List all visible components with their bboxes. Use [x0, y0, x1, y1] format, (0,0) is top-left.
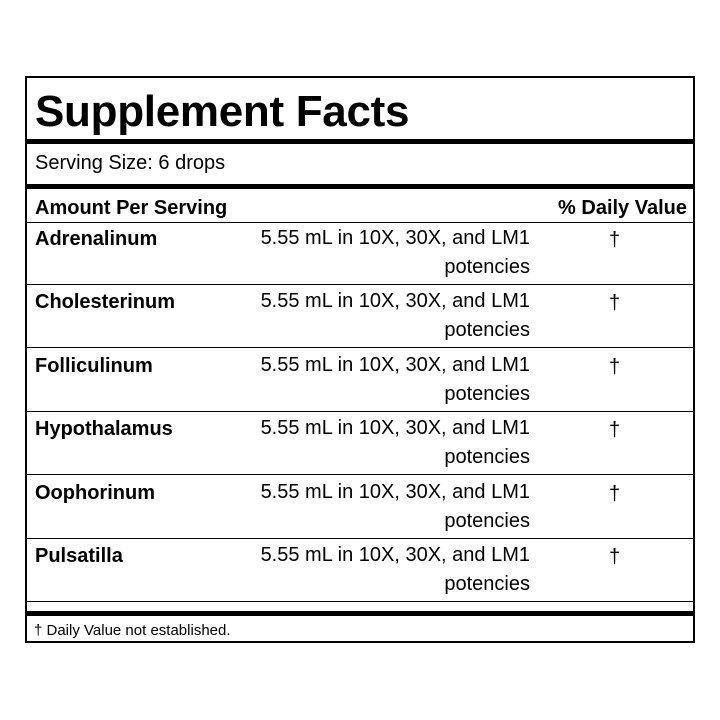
ingredient-name: Pulsatilla: [35, 545, 123, 567]
row-divider: [27, 347, 693, 348]
table-row: [27, 351, 693, 415]
ingredient-daily-value: †: [609, 546, 621, 568]
ingredient-amount: 5.55 mL in 10X, 30X, and LM1 potencies: [260, 544, 530, 595]
ingredient-amount: 5.55 mL in 10X, 30X, and LM1 potencies: [260, 354, 530, 405]
row-divider: [27, 538, 693, 539]
row-divider: [27, 284, 693, 285]
row-divider: [27, 601, 693, 602]
header-rule: [27, 222, 693, 223]
ingredient-daily-value: †: [609, 483, 621, 505]
ingredient-amount: 5.55 mL in 10X, 30X, and LM1 potencies: [260, 227, 530, 278]
ingredient-name: Adrenalinum: [35, 228, 158, 250]
ingredient-daily-value: †: [609, 229, 621, 251]
title-rule: [27, 139, 693, 144]
serving-rule: [27, 184, 693, 189]
ingredient-daily-value: †: [609, 419, 621, 441]
ingredient-name: Oophorinum: [35, 482, 155, 504]
panel-title: Supplement Facts: [35, 87, 410, 136]
footnote: † Daily Value not established.: [34, 622, 231, 639]
table-row: [27, 224, 693, 288]
ingredient-name: Cholesterinum: [35, 291, 176, 313]
row-divider: [27, 411, 693, 412]
ingredient-amount: 5.55 mL in 10X, 30X, and LM1 potencies: [260, 481, 530, 532]
table-row: [27, 287, 693, 351]
ingredient-daily-value: †: [609, 356, 621, 378]
ingredient-daily-value: †: [609, 292, 621, 314]
table-row: [27, 414, 693, 478]
footnote-rule: [27, 611, 693, 616]
table-row: [27, 478, 693, 542]
daily-value-header: % Daily Value: [558, 197, 687, 219]
ingredient-amount: 5.55 mL in 10X, 30X, and LM1 potencies: [260, 290, 530, 341]
ingredient-name: Folliculinum: [35, 355, 153, 377]
ingredient-amount: 5.55 mL in 10X, 30X, and LM1 potencies: [260, 417, 530, 468]
ingredient-name: Hypothalamus: [35, 418, 173, 440]
row-divider: [27, 474, 693, 475]
amount-per-serving-header: Amount Per Serving: [35, 197, 228, 219]
serving-size: Serving Size: 6 drops: [35, 152, 226, 174]
supplement-facts-panel: [25, 76, 695, 643]
table-row: [27, 541, 693, 605]
